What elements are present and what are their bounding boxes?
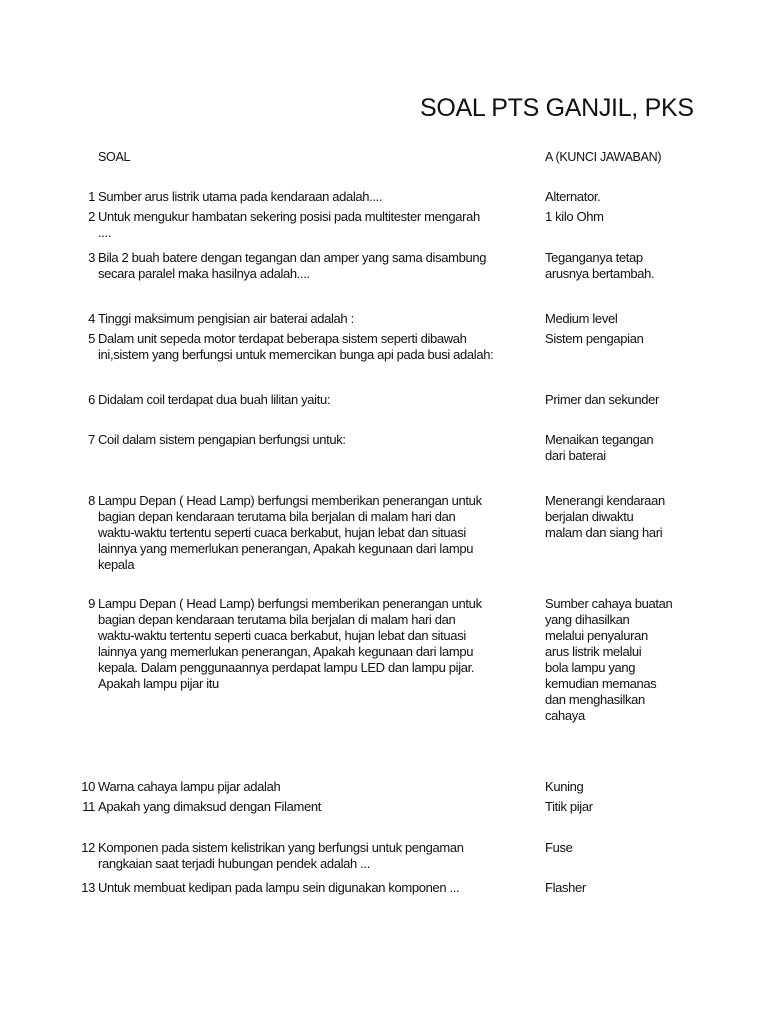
question-text-line: Komponen pada sistem kelistrikan yang berfungsi untuk pengaman bbox=[98, 840, 464, 855]
answer-text bbox=[545, 779, 705, 795]
answer-text bbox=[545, 432, 705, 464]
question-text-line: waktu-waktu tertentu seperti cuaca berkabut, hujan lebat dan situasi bbox=[98, 525, 466, 540]
question-text bbox=[98, 840, 548, 872]
answer-text bbox=[545, 209, 705, 225]
answer-text-line: malam dan siang hari bbox=[545, 525, 663, 540]
question-number: 6 bbox=[88, 392, 95, 407]
question-text-line: Apakah yang dimaksud dengan Filament bbox=[98, 799, 321, 814]
question-text-line: Untuk membuat kedipan pada lampu sein digunakan komponen ... bbox=[98, 880, 460, 895]
answer-text bbox=[545, 880, 705, 896]
question-text-line: Lampu Depan ( Head Lamp) berfungsi memberikan penerangan untuk bbox=[98, 493, 482, 508]
question-text bbox=[98, 596, 548, 692]
question-text-line: secara paralel maka hasilnya adalah.... bbox=[98, 266, 310, 281]
question-text-line: Lampu Depan ( Head Lamp) berfungsi memberikan penerangan untuk bbox=[98, 596, 482, 611]
answer-text-line: dan menghasilkan bbox=[545, 692, 645, 707]
question-number: 7 bbox=[88, 432, 95, 447]
question-text bbox=[98, 311, 548, 327]
answer-text-line: Fuse bbox=[545, 840, 573, 855]
question-text-line: Dalam unit sepeda motor terdapat beberapa sistem seperti dibawah bbox=[98, 331, 467, 346]
answer-text-line: melalui penyaluran bbox=[545, 628, 648, 643]
question-text bbox=[98, 880, 548, 896]
question-text-line: bagian depan kendaraan terutama bila berjalan di malam hari dan bbox=[98, 509, 456, 524]
answer-text-line: Medium level bbox=[545, 311, 618, 326]
answer-text-line: dari baterai bbox=[545, 448, 606, 463]
question-text-line: Bila 2 buah batere dengan tegangan dan amper yang sama disambung bbox=[98, 250, 487, 265]
question-text-line: Apakah lampu pijar itu bbox=[98, 676, 219, 691]
question-number: 11 bbox=[82, 799, 95, 814]
question-number: 2 bbox=[88, 209, 95, 224]
answer-text-line: arus listrik melalui bbox=[545, 644, 642, 659]
question-text-line: Sumber arus listrik utama pada kendaraan adalah.... bbox=[98, 189, 383, 204]
question-text bbox=[98, 432, 548, 448]
answer-text bbox=[545, 331, 705, 347]
question-text-line: lainnya yang memerlukan penerangan, Apakah kegunaan dari lampu bbox=[98, 644, 474, 659]
question-text-line: Warna cahaya lampu pijar adalah bbox=[98, 779, 281, 794]
question-number: 1 bbox=[88, 189, 95, 204]
answer-text-line: Teganganya tetap bbox=[545, 250, 643, 265]
answer-text-line: Kuning bbox=[545, 779, 584, 794]
answer-text bbox=[545, 840, 705, 856]
question-text-line: kepala bbox=[98, 557, 135, 572]
question-text-line: .... bbox=[98, 225, 112, 240]
question-text-line: rangkaian saat terjadi hubungan pendek adalah ... bbox=[98, 856, 370, 871]
question-text bbox=[98, 493, 548, 573]
question-text-line: Tinggi maksimum pengisian air baterai adalah : bbox=[98, 311, 354, 326]
answer-text-line: Sumber cahaya buatan bbox=[545, 596, 673, 611]
question-number: 10 bbox=[81, 779, 95, 794]
answer-text bbox=[545, 799, 705, 815]
question-text-line: kepala. Dalam penggunaannya perdapat lampu LED dan lampu pijar. bbox=[98, 660, 475, 675]
answer-column-header: A (KUNCI JAWABAN) bbox=[545, 150, 662, 164]
answer-text-line: Primer dan sekunder bbox=[545, 392, 660, 407]
answer-text-line: arusnya bertambah. bbox=[545, 266, 655, 281]
answer-text-line: cahaya bbox=[545, 708, 585, 723]
question-text bbox=[98, 779, 548, 795]
answer-text-line: Menerangi kendaraan bbox=[545, 493, 665, 508]
answer-text-line: Titik pijar bbox=[545, 799, 593, 814]
question-text bbox=[98, 250, 548, 282]
question-number: 5 bbox=[88, 331, 95, 346]
answer-text bbox=[545, 493, 705, 541]
answer-text bbox=[545, 596, 705, 724]
question-text bbox=[98, 799, 548, 815]
answer-text-line: kemudian memanas bbox=[545, 676, 657, 691]
question-text-line: ini,sistem yang berfungsi untuk memercikan bunga api pada busi adalah: bbox=[98, 347, 494, 362]
answer-text-line: Alternator. bbox=[545, 189, 601, 204]
answer-text-line: 1 kilo Ohm bbox=[545, 209, 604, 224]
question-text bbox=[98, 189, 548, 205]
question-number: 12 bbox=[81, 840, 95, 855]
document-title: SOAL PTS GANJIL, PKS bbox=[420, 94, 694, 122]
question-text-line: bagian depan kendaraan terutama bila berjalan di malam hari dan bbox=[98, 612, 456, 627]
answer-text-line: berjalan diwaktu bbox=[545, 509, 634, 524]
answer-text-line: bola lampu yang bbox=[545, 660, 636, 675]
question-number: 13 bbox=[81, 880, 95, 895]
answer-text-line: yang dihasilkan bbox=[545, 612, 630, 627]
question-number: 4 bbox=[88, 311, 95, 326]
question-column-header: SOAL bbox=[98, 150, 131, 164]
question-text bbox=[98, 392, 548, 408]
answer-text-line: Sistem pengapian bbox=[545, 331, 644, 346]
answer-text bbox=[545, 250, 705, 282]
question-text-line: waktu-waktu tertentu seperti cuaca berkabut, hujan lebat dan situasi bbox=[98, 628, 466, 643]
question-text bbox=[98, 331, 548, 363]
answer-text-line: Menaikan tegangan bbox=[545, 432, 654, 447]
question-text-line: Didalam coil terdapat dua buah lilitan yaitu: bbox=[98, 392, 331, 407]
answer-text-line: Flasher bbox=[545, 880, 586, 895]
answer-text bbox=[545, 311, 705, 327]
question-number: 9 bbox=[88, 596, 95, 611]
question-text-line: Coil dalam sistem pengapian berfungsi untuk: bbox=[98, 432, 346, 447]
question-text bbox=[98, 209, 548, 241]
question-number: 8 bbox=[88, 493, 95, 508]
answer-text bbox=[545, 189, 705, 205]
question-text-line: lainnya yang memerlukan penerangan, Apakah kegunaan dari lampu bbox=[98, 541, 474, 556]
question-number: 3 bbox=[88, 250, 95, 265]
answer-text bbox=[545, 392, 705, 408]
question-text-line: Untuk mengukur hambatan sekering posisi pada multitester mengarah bbox=[98, 209, 480, 224]
